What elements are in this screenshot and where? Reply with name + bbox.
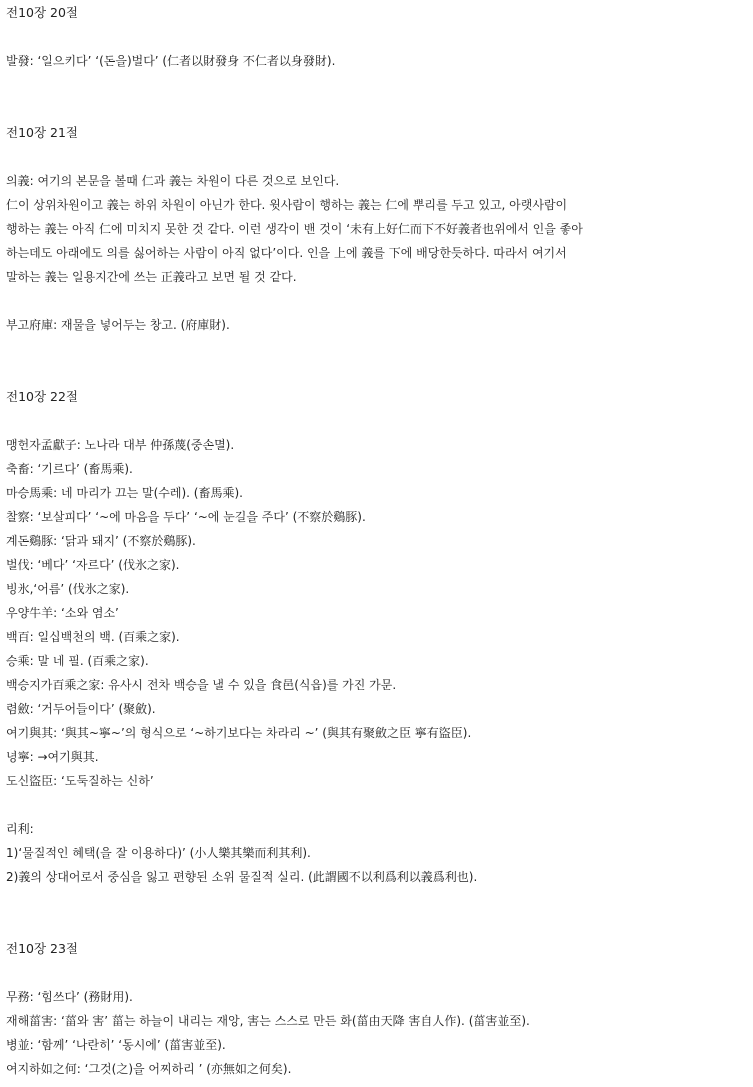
definition-line: 부고府庫: 재물을 넣어두는 창고. (府庫財). [6, 318, 230, 332]
section-heading: 전10장 21절 [6, 125, 79, 140]
definition-line: 1)‘물질적인 혜택(을 잘 이용하다)’ (小人樂其樂而利其利). [6, 846, 311, 860]
definition-line: 발發: ‘일으키다’ ‘(돈을)벌다’ (仁者以財發身 不仁者以身發財). [6, 54, 336, 68]
definition-line: 맹헌자孟獻子: 노나라 대부 仲孫蔑(중손멸). [6, 438, 235, 452]
body-line: 행하는 義는 아직 仁에 미치지 못한 것 같다. 이런 생각이 밴 것이 ‘未有上好仁而下不好義者也위에서 인을 좋아 [6, 222, 583, 236]
definition-line: 승乘: 말 네 필. (百乘之家). [6, 654, 149, 668]
section-heading: 전10장 20절 [6, 5, 79, 20]
body-line: 말하는 義는 일용지간에 쓰는 正義라고 보면 될 것 같다. [6, 270, 297, 284]
definition-line: 백百: 일십백천의 백. (百乘之家). [6, 630, 180, 644]
section-heading: 전10장 23절 [6, 941, 79, 956]
definition-line: 무務: ‘힘쓰다’ (務財用). [6, 990, 133, 1004]
body-line: 仁이 상위차원이고 義는 하위 차원이 아닌가 한다. 윗사람이 행하는 義는 仁에 뿌리를 두고 있고, 아랫사람이 [6, 198, 568, 212]
definition-line: 축畜: ‘기르다’ (畜馬乘). [6, 462, 133, 476]
definition-line: 여기與其: ‘與其~寧~’의 형식으로 ‘~하기보다는 차라리 ~’ (與其有聚斂之臣 寧有盜臣). [6, 726, 472, 740]
definition-line: 렴斂: ‘거두어들이다’ (聚斂). [6, 702, 156, 716]
definition-line: 재해菑害: ‘菑와 害’ 菑는 하늘이 내리는 재앙, 害는 스스로 만든 화(菑由天降 害自人作). (菑害並至). [6, 1014, 530, 1028]
definition-line: 병並: ‘함께’ ‘나란히’ ‘동시에’ (菑害並至). [6, 1038, 226, 1052]
definition-line: 도신盜臣: ‘도둑질하는 신하’ [6, 774, 154, 788]
definition-line: 마승馬乘: 네 마리가 끄는 말(수레). (畜馬乘). [6, 486, 243, 500]
section-heading: 전10장 22절 [6, 389, 79, 404]
definition-line: 벌伐: ‘베다’ ‘자르다’ (伐氷之家). [6, 558, 180, 572]
body-line: 의義: 여기의 본문을 볼때 仁과 義는 차원이 다른 것으로 보인다. [6, 174, 340, 188]
definition-line: 여지하如之何: ‘그것(之)을 어찌하리 ’ (亦無如之何矣). [6, 1062, 292, 1076]
definition-line: 찰察: ‘보살피다’ ‘~에 마음을 두다’ ‘~에 눈길을 주다’ (不察於鷄豚). [6, 510, 366, 524]
definition-line: 2)義의 상대어로서 중심을 잃고 편향된 소위 물질적 실리. (此謂國不以利爲利以義爲利也). [6, 870, 478, 884]
definition-line: 빙氷,‘어름’ (伐氷之家). [6, 582, 130, 596]
definition-line: 리利: [6, 822, 34, 836]
definition-line: 백승지가百乘之家: 유사시 전차 백승을 낼 수 있을 食邑(식읍)를 가진 가문. [6, 678, 397, 692]
body-line: 하는데도 아래에도 의를 싫어하는 사람이 아직 없다’이다. 인을 上에 義를 下에 배당한듯하다. 따라서 여기서 [6, 246, 567, 260]
definition-line: 계돈鷄豚: ‘닭과 돼지’ (不察於鷄豚). [6, 534, 196, 548]
definition-line: 녕寧: →여기與其. [6, 750, 99, 764]
definition-line: 우양牛羊: ‘소와 염소’ [6, 606, 119, 620]
